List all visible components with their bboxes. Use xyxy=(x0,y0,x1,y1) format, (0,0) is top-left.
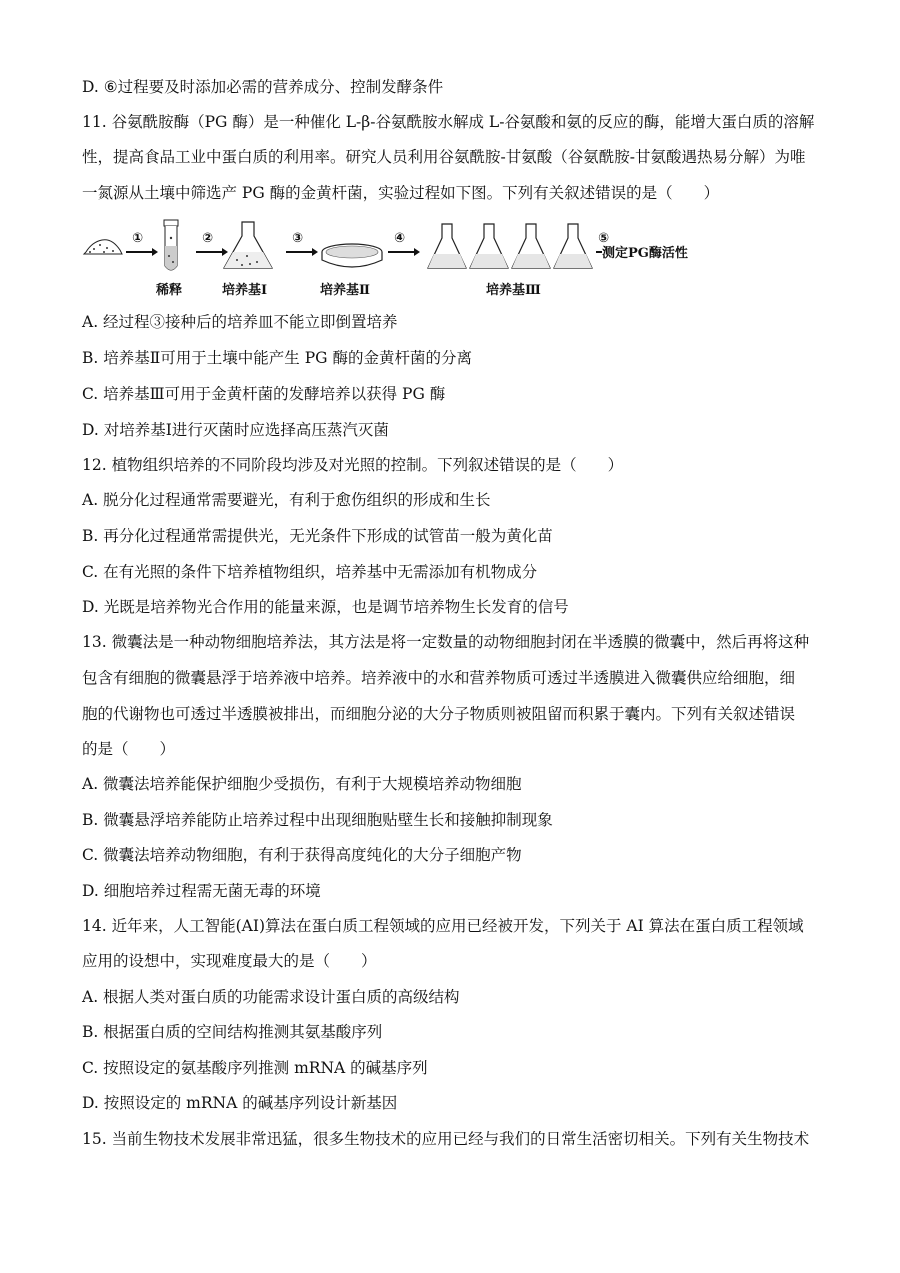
q11-stem-line-3: 一氮源从土壤中筛选产 PG 酶的金黄杆菌，实验过程如下图。下列有关叙述错误的是（ ） xyxy=(82,184,720,202)
q13-stem-line-4: 的是（ ） xyxy=(82,740,176,758)
step-3-label: ③ xyxy=(292,231,304,246)
step-5-label: ⑤ xyxy=(598,231,610,246)
arrow-step-2 xyxy=(196,231,228,256)
q14-option-c: C. 按照设定的氨基酸序列推测 mRNA 的碱基序列 xyxy=(82,1059,428,1077)
step-4-label: ④ xyxy=(394,231,406,246)
q13-stem-line-3: 胞的代谢物也可透过半透膜被排出，而细胞分泌的大分子物质则被阻留而积累于囊内。下列有关叙述错误 xyxy=(82,705,796,723)
step-2-label: ② xyxy=(202,231,214,246)
soil-sample-icon xyxy=(84,240,122,254)
medium-1-label: 培养基Ⅰ xyxy=(222,283,268,298)
medium-2-label: 培养基Ⅱ xyxy=(320,283,370,298)
q14-stem-line-2: 应用的设想中，实现难度最大的是（ ） xyxy=(82,952,377,970)
flask-medium-3-icons xyxy=(428,224,592,298)
arrow-step-4 xyxy=(388,231,420,256)
q13-option-d: D. 细胞培养过程需无菌无毒的环境 xyxy=(82,882,321,900)
experiment-flow-diagram xyxy=(82,218,722,298)
q11-option-a: A. 经过程③接种后的培养皿不能立即倒置培养 xyxy=(82,313,398,331)
q14-option-b: B. 根据蛋白质的空间结构推测其氨基酸序列 xyxy=(82,1023,383,1041)
q13-option-c: C. 微囊法培养动物细胞，有利于获得高度纯化的大分子细胞产物 xyxy=(82,846,522,864)
q11-stem-line-1: 11. 谷氨酰胺酶（PG 酶）是一种催化 L-β-谷氨酰胺水解成 L-谷氨酸和氨的反应的酶，能增大蛋白质的溶解 xyxy=(82,113,815,131)
medium-3-label: 培养基Ⅲ xyxy=(486,283,541,298)
q12-option-b: B. 再分化过程通常需提供光，无光条件下形成的试管苗一般为黄化苗 xyxy=(82,527,553,545)
dilute-label: 稀释 xyxy=(156,283,183,298)
q12-stem: 12. 植物组织培养的不同阶段均涉及对光照的控制。下列叙述错误的是（ ） xyxy=(82,456,624,474)
flask-medium-1-icon xyxy=(222,222,272,298)
q11-stem-line-2: 性，提高食品工业中蛋白质的利用率。研究人员利用谷氨酰胺-甘氨酸（谷氨酰胺-甘氨酸遇热易分解）为唯 xyxy=(82,148,806,166)
line-d-option-q10: D. ⑥过程要及时添加必需的营养成分、控制发酵条件 xyxy=(82,78,444,96)
test-tube-icon xyxy=(155,220,182,298)
arrow-step-5 xyxy=(596,231,688,261)
q13-stem-line-2: 包含有细胞的微囊悬浮于培养液中培养。培养液中的水和营养物质可透过半透膜进入微囊供应给细胞，细 xyxy=(82,669,796,687)
arrow-step-3 xyxy=(286,231,318,256)
q12-option-a: A. 脱分化过程通常需要避光，有利于愈伤组织的形成和生长 xyxy=(82,491,491,509)
q14-option-d: D. 按照设定的 mRNA 的碱基序列设计新基因 xyxy=(82,1094,398,1112)
petri-dish-icon xyxy=(320,244,382,298)
q12-option-d: D. 光既是培养物光合作用的能量来源，也是调节培养物生长发育的信号 xyxy=(82,598,569,616)
q14-stem-line-1: 14. 近年来，人工智能(AI)算法在蛋白质工程领域的应用已经被开发，下列关于 AI 算法在蛋白质工程领域 xyxy=(82,917,804,935)
q11-option-c: C. 培养基Ⅲ可用于金黄杆菌的发酵培养以获得 PG 酶 xyxy=(82,385,446,403)
q13-option-b: B. 微囊悬浮培养能防止培养过程中出现细胞贴壁生长和接触抑制现象 xyxy=(82,811,553,829)
q15-stem-line-1: 15. 当前生物技术发展非常迅猛，很多生物技术的应用已经与我们的日常生活密切相关。下列有关生物技术 xyxy=(82,1130,810,1148)
q13-stem-line-1: 13. 微囊法是一种动物细胞培养法，其方法是将一定数量的动物细胞封闭在半透膜的微囊中，然后再将这种 xyxy=(82,633,810,651)
q13-option-a: A. 微囊法培养能保护细胞少受损伤，有利于大规模培养动物细胞 xyxy=(82,775,522,793)
q14-option-a: A. 根据人类对蛋白质的功能需求设计蛋白质的高级结构 xyxy=(82,988,460,1006)
step-1-label: ① xyxy=(132,231,144,246)
q11-option-d: D. 对培养基Ⅰ进行灭菌时应选择高压蒸汽灭菌 xyxy=(82,421,389,439)
arrow-step-1 xyxy=(126,231,158,256)
q12-option-c: C. 在有光照的条件下培养植物组织，培养基中无需添加有机物成分 xyxy=(82,563,538,581)
measure-label: 测定PG酶活性 xyxy=(602,246,688,261)
q11-option-b: B. 培养基Ⅱ可用于土壤中能产生 PG 酶的金黄杆菌的分离 xyxy=(82,349,472,367)
